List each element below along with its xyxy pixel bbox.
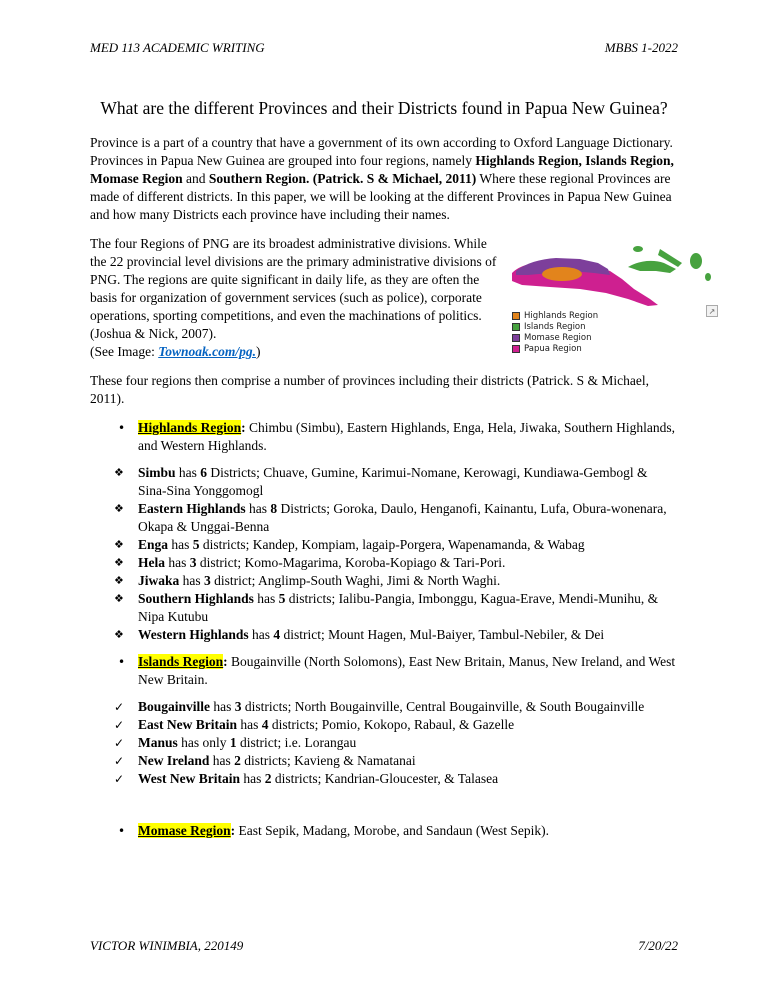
district-item [114, 554, 678, 572]
regions-text: The four Regions of PNG are its broadest administrative divisions. While the 22 provincial level divisions are the primary administrative divisions of PNG. The regions are quite significant in daily life, as they are often the basis for organization of government services (such as police), corporate operations, sporting competitions, and even the machinations of politics. (Joshua & Nick, 2007). [90, 235, 497, 341]
islands-swatch-icon [512, 323, 520, 331]
regions-section [90, 235, 716, 361]
district-names: districts; Pomio, Kokopo, Rabaul, & Gazelle [268, 716, 515, 732]
check-bullet-icon: ✓ [114, 753, 125, 768]
momase-swatch-icon [512, 334, 520, 342]
region-islands-text [138, 653, 678, 689]
district-names: Districts; Chuave, Gumine, Karimui-Nomane, Kerowagi, Kundiawa-Gembogl & Sina-Sina Yonggomogl [138, 464, 648, 498]
region-name-highlight: Highlands Region [138, 419, 242, 435]
townoak-link[interactable]: Townoak.com/pg. [158, 343, 256, 359]
district-item [114, 626, 678, 644]
province-name: Manus [138, 734, 178, 750]
province-name: Bougainville [138, 698, 211, 714]
district-count: 5 [278, 590, 286, 606]
region-momase-text [138, 822, 678, 840]
district-item [114, 698, 678, 716]
region-provinces: East Sepik, Madang, Morobe, and Sandaun (West Sepik). [235, 822, 549, 838]
district-text: has only [177, 734, 230, 750]
comprise-paragraph: These four regions then comprise a number of provinces including their districts (Patrick. S & Michael, 2011). [90, 372, 649, 406]
region-item-highlands [90, 419, 678, 455]
document-title: What are the different Provinces and their Districts found in Papua New Guinea? [100, 98, 668, 118]
intro-paragraph [90, 134, 678, 224]
intro-text-2: and [182, 170, 209, 186]
region-item-momase [90, 822, 678, 840]
diamond-bullet-icon: ❖ [114, 501, 124, 515]
legend-label: Highlands Region [524, 311, 599, 322]
legend-row-highlands [512, 311, 598, 322]
check-bullet-icon: ✓ [114, 699, 125, 714]
district-names: Districts; Goroka, Daulo, Henganofi, Kainantu, Lufa, Obura-wonenara, Okapa & Unggai-Benna [138, 500, 667, 534]
papua-swatch-icon [512, 345, 520, 353]
district-count: 2 [234, 752, 241, 768]
province-name: Simbu [138, 464, 176, 480]
district-text: has [210, 698, 235, 714]
district-names: district; i.e. Lorangau [236, 734, 357, 750]
region-provinces: Chimbu (Simbu), Eastern Highlands, Enga, Hela, Jiwaka, Southern Highlands, and Western Highlands. [138, 419, 675, 453]
district-names: districts; Kandrian-Gloucester, & Talasea [271, 770, 499, 786]
see-image-prefix: (See Image: [90, 343, 159, 359]
check-bullet-icon: ✓ [114, 771, 125, 786]
highlands-district-list [90, 464, 678, 644]
district-text: has [209, 752, 235, 768]
province-name: Southern Highlands [138, 590, 254, 606]
region-highlands-text [138, 419, 678, 455]
header-class-label: MBBS 1-2022 [604, 40, 678, 55]
bullet-dot-icon: • [118, 654, 126, 669]
check-bullet-icon: ✓ [114, 735, 125, 750]
region-name-highlight: Momase Region [138, 822, 231, 838]
district-item [114, 716, 678, 734]
district-names: district; Anglimp-South Waghi, Jimi & North Waghi. [210, 572, 501, 588]
district-names: districts; North Bougainville, Central Bougainville, & South Bougainville [241, 698, 645, 714]
district-text: has [237, 716, 262, 732]
region-name-highlight: Islands Region [138, 653, 224, 669]
district-count: 5 [192, 536, 200, 552]
district-count: 4 [273, 626, 281, 642]
footer-author: VICTOR WINIMBIA, 220149 [90, 938, 244, 953]
diamond-bullet-icon: ❖ [114, 555, 124, 569]
province-name: Hela [138, 554, 165, 570]
district-text: has [240, 770, 265, 786]
footer-date: 7/20/22 [638, 938, 678, 953]
district-item [114, 536, 678, 554]
region-colon: : [223, 653, 228, 669]
intro-text-1: Province is a part of a country that have a government of its own according to Oxford Language Dictionary. Provinces in Papua New Guinea are grouped into four regions, namely [90, 134, 673, 168]
intro-bold-regions: Highlands Region, Islands Region, Momase Region [90, 152, 674, 186]
district-text: has [245, 500, 271, 516]
district-item [114, 752, 678, 770]
district-count: 3 [204, 572, 211, 588]
province-name: Enga [138, 536, 169, 552]
district-item [114, 770, 678, 788]
region-provinces: Bougainville (North Solomons), East New Britain, Manus, New Ireland, and West New Britain. [138, 653, 676, 687]
district-text: has [253, 590, 279, 606]
district-count: 3 [234, 698, 242, 714]
district-names: districts; Kavieng & Namatanai [240, 752, 416, 768]
province-name: Eastern Highlands [138, 500, 246, 516]
diamond-bullet-icon: ❖ [114, 537, 124, 551]
district-names: districts; Ialibu-Pangia, Imbonggu, Kagua-Erave, Mendi-Munihu, & Nipa Kutubu [138, 590, 659, 624]
region-item-islands [90, 653, 678, 689]
district-names: district; Mount Hagen, Mul-Baiyer, Tambul-Nebiler, & Dei [280, 626, 605, 642]
region-colon: : [230, 822, 236, 838]
legend-row-momase [512, 333, 598, 344]
district-count: 8 [270, 500, 278, 516]
province-name: East New Britain [138, 716, 237, 732]
district-text: has [168, 536, 193, 552]
diamond-bullet-icon: ❖ [114, 573, 124, 587]
district-item [114, 572, 678, 590]
legend-label: Papua Region [524, 344, 582, 355]
page-footer [90, 938, 678, 954]
header-course-label: MED 113 ACADEMIC WRITING [90, 40, 265, 55]
district-names: districts; Kandep, Kompiam, lagaip-Porgera, Wapenamanda, & Wabag [199, 536, 585, 552]
png-region-map-image [510, 237, 718, 357]
map-legend [512, 311, 598, 355]
district-text: has [179, 572, 205, 588]
district-count: 6 [200, 464, 208, 480]
legend-label: Momase Region [524, 333, 592, 344]
intro-bold-southern: Southern Region. [208, 170, 310, 186]
diamond-bullet-icon: ❖ [114, 627, 124, 641]
diamond-bullet-icon: ❖ [114, 465, 124, 479]
legend-label: Islands Region [524, 322, 586, 333]
page-header [90, 40, 678, 56]
intro-citation: (Patrick. S & Michael, 2011) [309, 170, 477, 186]
legend-row-islands [512, 322, 598, 333]
islands-district-list [90, 698, 678, 788]
district-text: has [248, 626, 274, 642]
bullet-dot-icon: • [118, 823, 126, 838]
district-item [114, 464, 678, 500]
district-item [114, 500, 678, 536]
district-text: has [165, 554, 190, 570]
png-map-art [510, 237, 718, 309]
intro-text-3: Where these regional Provinces are made of different districts. In this paper, we will be looking at the different Provinces in Papua New Guinea and how many Districts each province have including their names. [90, 170, 672, 222]
district-names: district; Komo-Magarima, Koroba-Kopiago & Tari-Pori. [196, 554, 506, 570]
map-compass-icon: ↗ [706, 305, 718, 317]
district-count: 4 [261, 716, 269, 732]
bullet-dot-icon: • [118, 420, 126, 435]
district-count: 2 [264, 770, 272, 786]
diamond-bullet-icon: ❖ [114, 591, 124, 605]
district-text: has [175, 464, 201, 480]
highlands-swatch-icon [512, 312, 520, 320]
district-count: 1 [229, 734, 237, 750]
province-name: Jiwaka [138, 572, 180, 588]
district-item [114, 734, 678, 752]
region-colon: : [241, 419, 246, 435]
check-bullet-icon: ✓ [114, 717, 125, 732]
province-name: New Ireland [138, 752, 210, 768]
district-item [114, 590, 678, 626]
province-name: Western Highlands [138, 626, 249, 642]
district-count: 3 [189, 554, 197, 570]
province-name: West New Britain [138, 770, 240, 786]
legend-row-papua [512, 344, 598, 355]
see-image-suffix: ) [255, 343, 261, 359]
